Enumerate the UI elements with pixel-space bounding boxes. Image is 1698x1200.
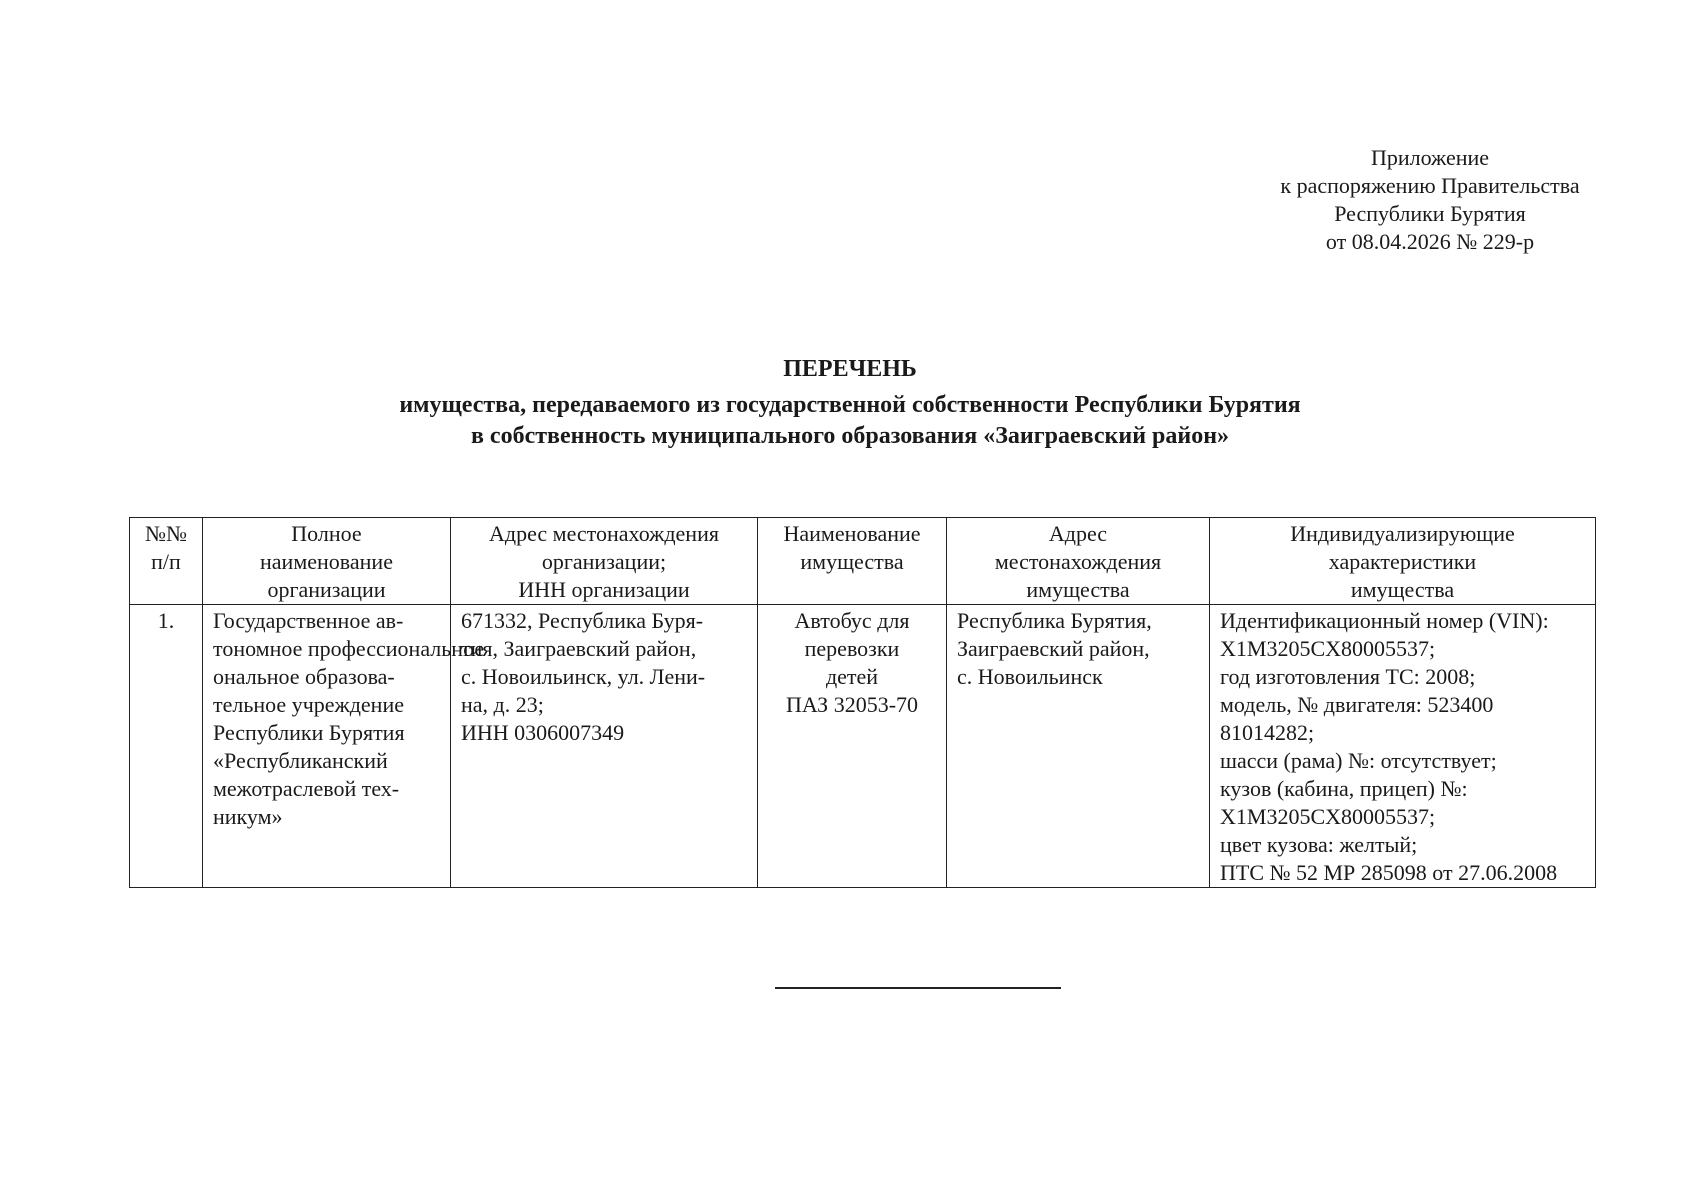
property-table [129, 517, 1596, 888]
appendix-reference: к распоряжению Правительства [1280, 173, 1580, 198]
cell-number: 1. [130, 605, 203, 888]
header-org-name: Полное наименование организации [203, 518, 451, 605]
table-header-row [130, 518, 1596, 605]
table-row [130, 605, 1596, 888]
document-title [150, 354, 1550, 452]
title-main: ПЕРЕЧЕНЬ [783, 356, 917, 382]
header-characteristics: Индивидуализирующие характеристики имущества [1210, 518, 1596, 605]
header-number: №№ п/п [130, 518, 203, 605]
appendix-label: Приложение [1370, 145, 1490, 170]
appendix-date-number: от 08.04.2026 № 229-р [1325, 229, 1535, 254]
title-subtitle-line-2: в собственность муниципального образования «Заиграевский район» [470, 423, 1230, 449]
appendix-header [1230, 144, 1630, 256]
cell-property-address: Республика Бурятия, Заиграевский район, с. Новоильинск [947, 605, 1210, 888]
cell-property-name: Автобус для перевозки детей ПАЗ 32053-70 [758, 605, 947, 888]
cell-characteristics: Идентификационный номер (VIN): X1M3205CX80005537; год изготовления ТС: 2008; модель, № двигателя: 523400 81014282; шасси (рама) №: отсутствует; кузов (кабина, прицеп) №: X1M3205CX80005537; цвет кузова: желтый; ПТС № 52 МР 285098 от 27.06.2008 [1210, 605, 1596, 888]
header-org-address: Адрес местонахождения организации; ИНН организации [451, 518, 758, 605]
appendix-republic: Республики Бурятия [1334, 201, 1526, 226]
title-subtitle-line-1: имущества, передаваемого из государственной собственности Республики Бурятия [399, 392, 1301, 418]
cell-org-address: 671332, Республика Буря- тия, Заиграевский район, с. Новоильинск, ул. Лени- на, д. 23; ИНН 0306007349 [451, 605, 758, 888]
header-property-address: Адрес местонахождения имущества [947, 518, 1210, 605]
header-property-name: Наименование имущества [758, 518, 947, 605]
cell-org-name: Государственное ав- тономное профессиональное ональное образова- тельное учреждение Республики Бурятия «Республиканский межотраслевой тех- никум» [203, 605, 451, 888]
closing-divider [775, 987, 1061, 989]
